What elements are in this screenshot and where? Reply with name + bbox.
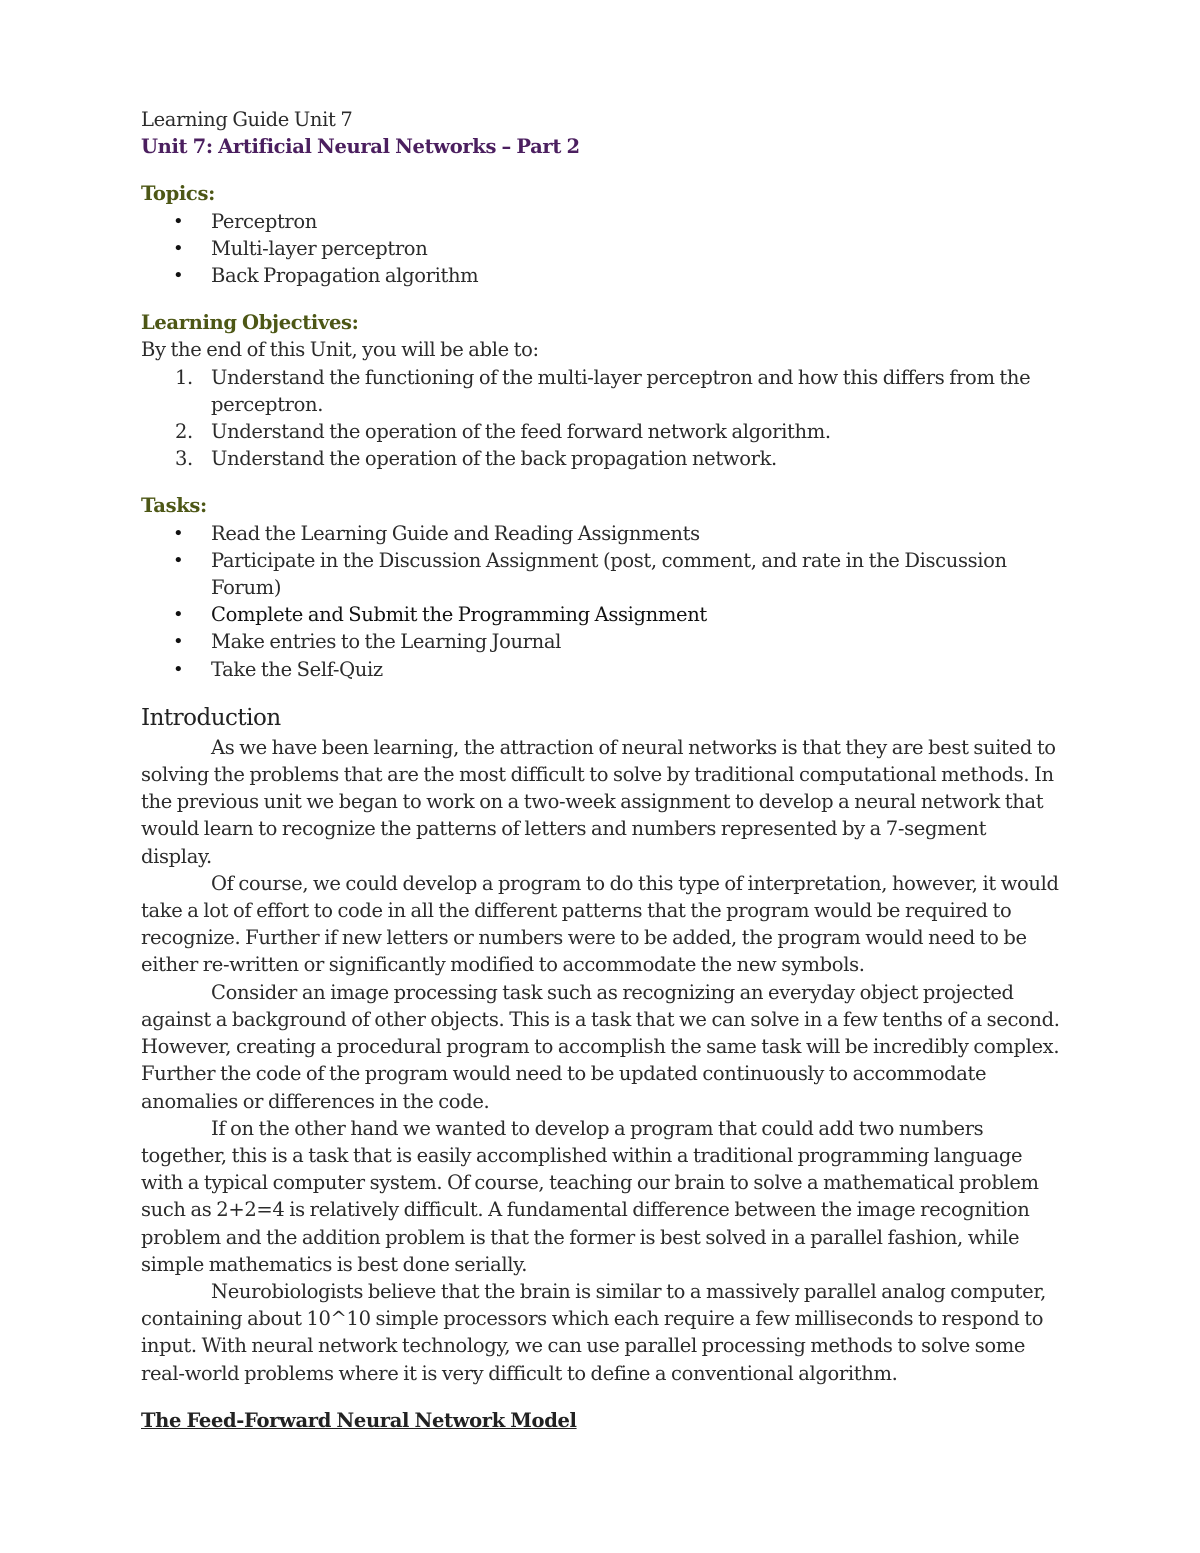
list-item (141, 235, 1061, 262)
list-item (141, 628, 1061, 655)
bullet-icon: • (173, 237, 184, 259)
spacer (141, 1387, 1061, 1407)
intro-paragraph: Neurobiologists believe that the brain is similar to a massively parallel analog computer, containing about 10^10 simple processors which each require a few milliseconds to respond to input. With neural network technology, we can use parallel processing methods to solve some real-world problems where it is very difficult to define a conventional algorithm. (141, 1279, 1047, 1385)
list-item (141, 656, 1061, 683)
task-text: Complete and Submit the Programming Assignment (211, 603, 707, 627)
list-item (141, 547, 1061, 601)
intro-paragraph: As we have been learning, the attraction of neural networks is that they are best suited to solving the problems that are the most difficult to solve by traditional computational methods. In the previous unit we began to work on a two-week assignment to develop a neural network that would learn to recognize the patterns of letters and numbers represented by a 7-segment display. (141, 735, 1056, 868)
spacer (141, 472, 1061, 492)
objective-text: Understand the functioning of the multi-layer perceptron and how this differs from the perceptron. (211, 365, 1031, 416)
bullet-icon: • (173, 210, 184, 232)
intro-paragraph: Of course, we could develop a program to do this type of interpretation, however, it would take a lot of effort to code in all the different patterns that the program would be required to recognize. Further if new letters or numbers were to be added, the program would need to be either re-written or significantly modified to accommodate the new symbols. (141, 871, 1059, 977)
list-item (141, 364, 1061, 418)
task-text: Take the Self-Quiz (211, 657, 383, 681)
intro-paragraph: Consider an image processing task such as recognizing an everyday object projected against a background of other objects. This is a task that we can solve in a few tenths of a second. However, creating a procedural program to accomplish the same task will be incredibly complex. Further the code of the program would need to be updated continuously to accommodate anomalies or differences in the code. (141, 980, 1060, 1113)
intro-paragraph: If on the other hand we wanted to develop a program that could add two numbers together, this is a task that is easily accomplished within a traditional programming language with a typical computer system. Of course, teaching our brain to solve a mathematical problem such as 2+2=4 is relatively difficult. A fundamental difference between the image recognition problem and the addition problem is that the former is best solved in a parallel fashion, while simple mathematics is best done serially. (141, 1116, 1039, 1276)
introduction-heading: Introduction (141, 704, 281, 731)
document-page (141, 106, 1061, 1434)
bullet-icon: • (173, 631, 184, 653)
objectives-intro: By the end of this Unit, you will be able to: (141, 338, 539, 362)
tasks-heading: Tasks: (141, 494, 207, 518)
task-text: Read the Learning Guide and Reading Assignments (211, 521, 700, 545)
spacer (141, 683, 1061, 703)
bullet-icon: • (173, 265, 184, 287)
topics-list (141, 208, 1061, 290)
spacer (141, 160, 1061, 180)
topics-heading: Topics: (141, 182, 215, 206)
list-number: 2. (175, 420, 193, 444)
objectives-heading: Learning Objectives: (141, 311, 359, 335)
bullet-icon: • (173, 522, 184, 544)
objective-text: Understand the operation of the back propagation network. (211, 447, 777, 471)
topic-text: Back Propagation algorithm (211, 264, 479, 288)
task-text: Participate in the Discussion Assignment (post, comment, and rate in the Discussion Forum) (211, 548, 1007, 600)
bullet-icon: • (173, 604, 184, 626)
topic-text: Perceptron (211, 209, 318, 233)
unit-title: Unit 7: Artificial Neural Networks – Part 2 (141, 135, 580, 159)
list-number: 1. (175, 365, 193, 389)
tasks-list (141, 520, 1061, 683)
list-item (141, 208, 1061, 235)
objectives-list (141, 364, 1061, 473)
list-item (141, 520, 1061, 547)
list-number: 3. (175, 447, 193, 471)
list-item (141, 601, 1061, 628)
task-text: Make entries to the Learning Journal (211, 630, 562, 654)
list-item (141, 418, 1061, 445)
list-item (141, 445, 1061, 472)
topic-text: Multi-layer perceptron (211, 236, 428, 260)
list-item (141, 262, 1061, 289)
bullet-icon: • (173, 658, 184, 680)
objective-text: Understand the operation of the feed forward network algorithm. (211, 420, 831, 444)
feed-forward-heading: The Feed-Forward Neural Network Model (141, 1408, 577, 1432)
bullet-icon: • (173, 549, 184, 571)
document-label: Learning Guide Unit 7 (141, 108, 353, 131)
spacer (141, 289, 1061, 309)
